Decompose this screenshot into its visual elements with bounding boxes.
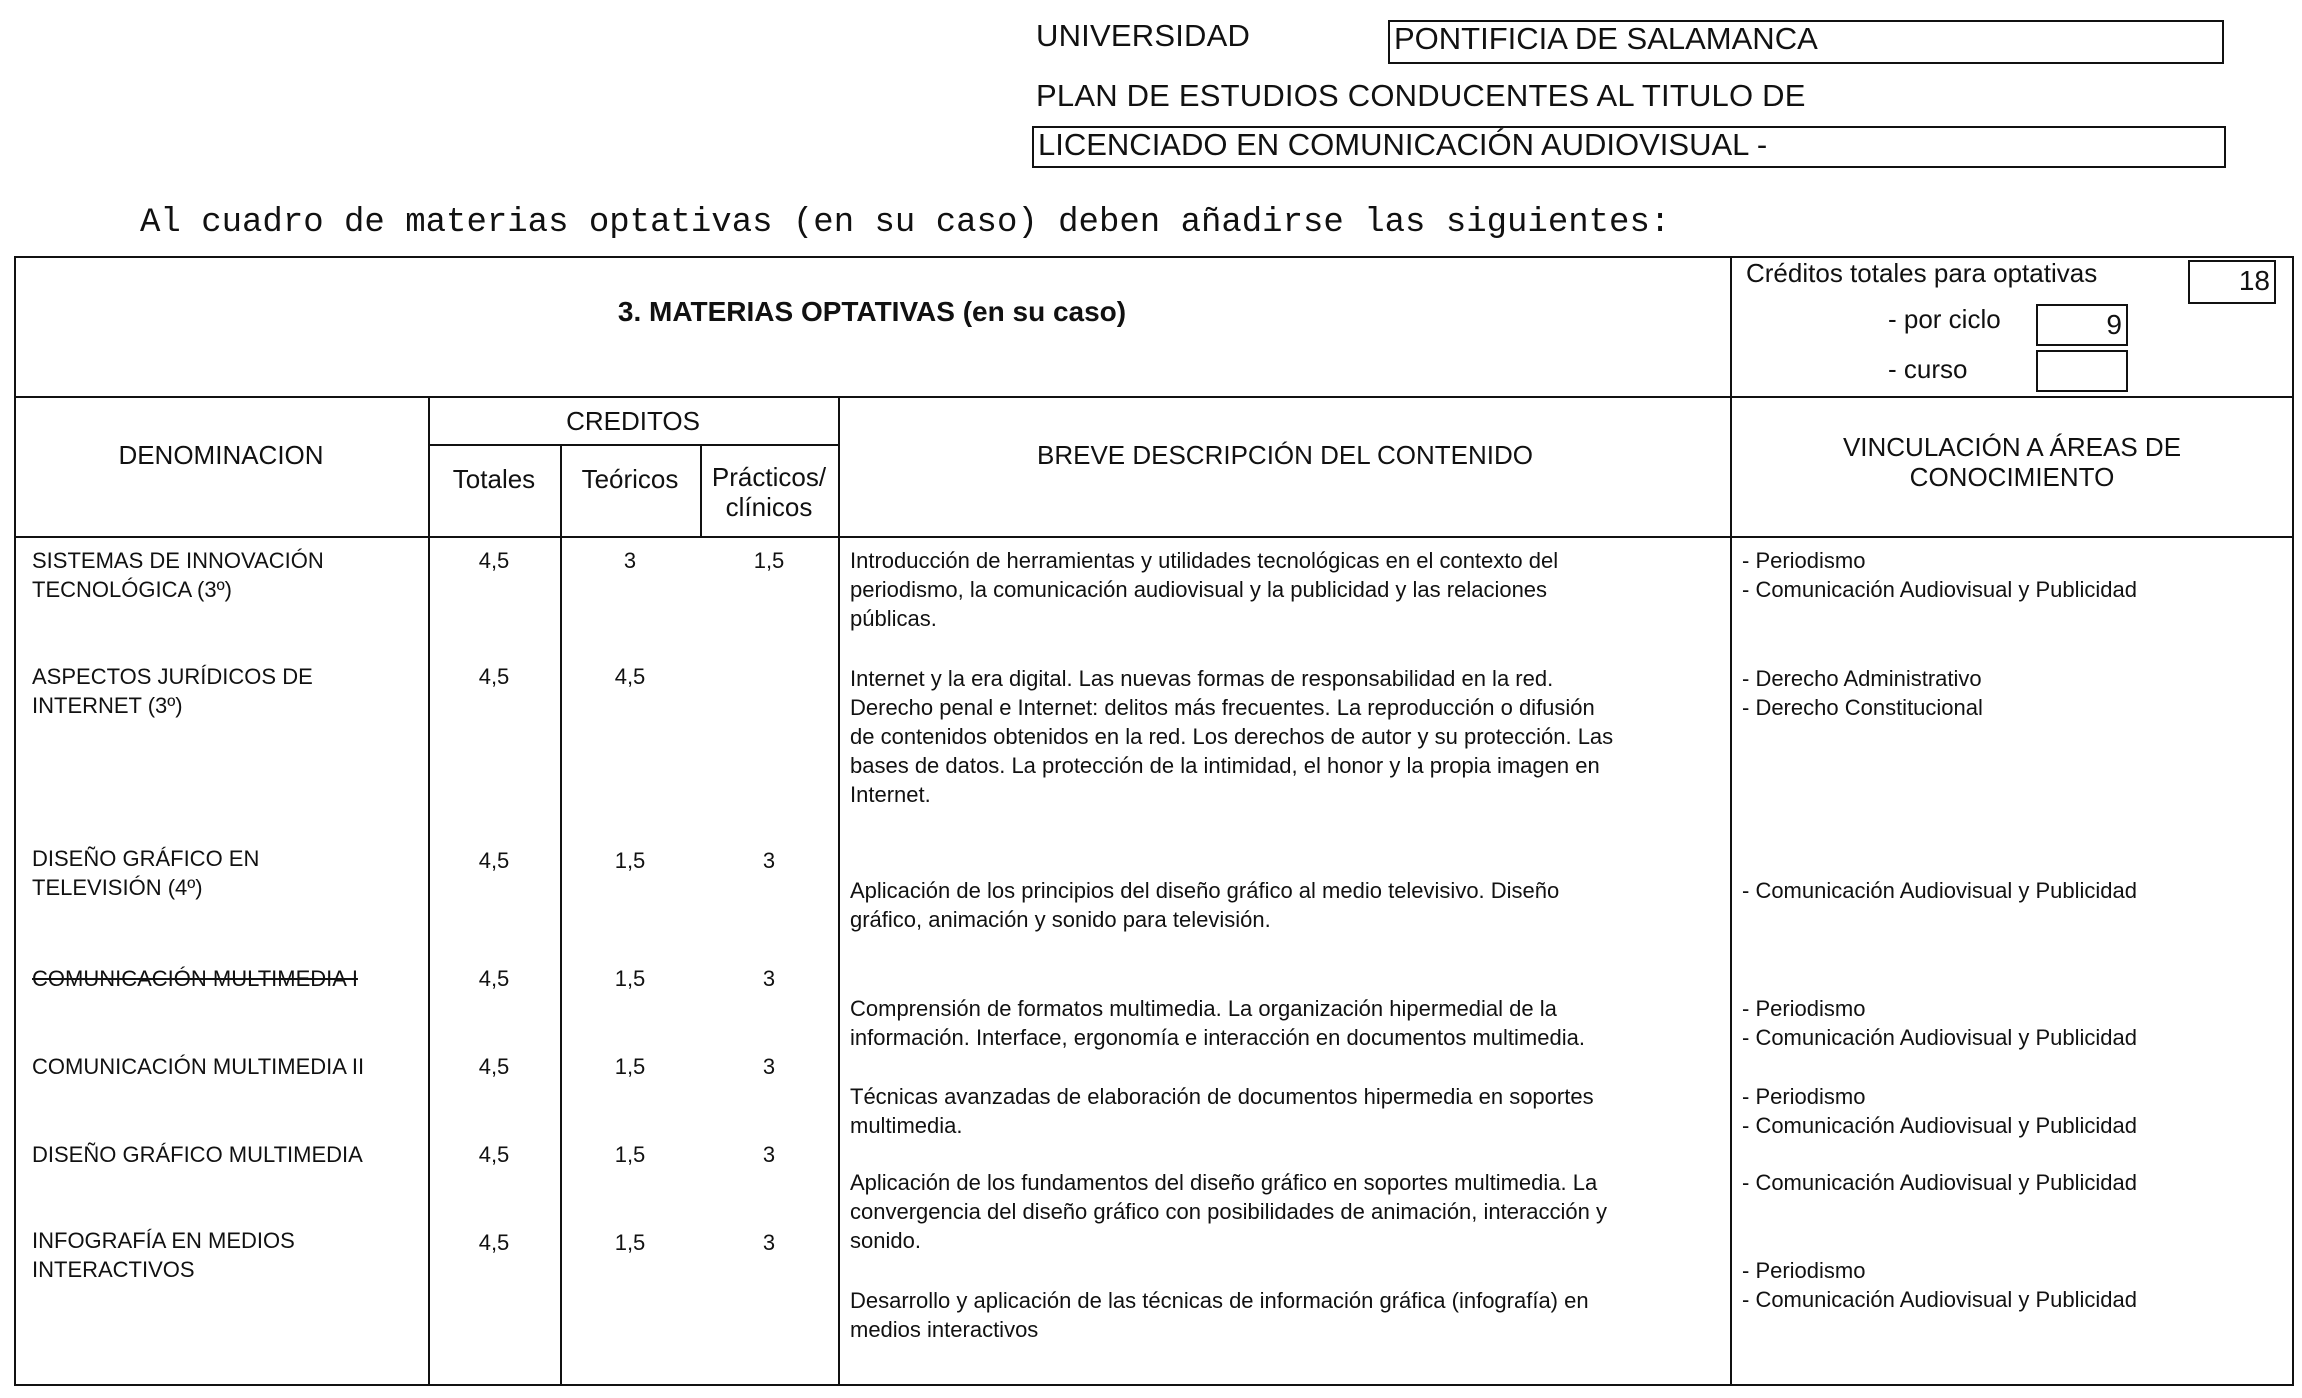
description-5 bbox=[850, 1082, 1720, 1140]
description-7 bbox=[850, 1286, 1720, 1344]
row-5-teoricos: 1,5 bbox=[614, 1054, 646, 1079]
row-3-name bbox=[32, 844, 259, 902]
row-3-totales: 4,5 bbox=[478, 848, 510, 873]
col-totales: Totales bbox=[452, 464, 536, 494]
area-item: - Comunicación Audiovisual y Publicidad bbox=[1742, 1113, 2137, 1138]
area-item: - Periodismo bbox=[1742, 548, 1866, 573]
row-3-name-line2: TELEVISIÓN (4º) bbox=[32, 875, 203, 900]
row-6-practicos: 3 bbox=[762, 1142, 776, 1167]
curso-label: - curso bbox=[1888, 354, 1968, 384]
row-4-totales: 4,5 bbox=[478, 966, 510, 991]
area-item: - Periodismo bbox=[1742, 1084, 1866, 1109]
row-4-practicos: 3 bbox=[762, 966, 776, 991]
row-1-name bbox=[32, 546, 324, 604]
description-7-line: Desarrollo y aplicación de las técnicas de información gráfica (infografía) en bbox=[850, 1288, 1589, 1313]
row-3-practicos: 3 bbox=[762, 848, 776, 873]
row-6-totales: 4,5 bbox=[478, 1142, 510, 1167]
row-1-teoricos: 3 bbox=[623, 548, 637, 573]
area-item: - Comunicación Audiovisual y Publicidad bbox=[1742, 1170, 2137, 1195]
area-item: - Comunicación Audiovisual y Publicidad bbox=[1742, 1287, 2137, 1312]
area-item: - Comunicación Audiovisual y Publicidad bbox=[1742, 878, 2137, 903]
row-4-name: COMUNICACIÓN MULTIMEDIA I bbox=[32, 966, 358, 991]
universidad-label: UNIVERSIDAD bbox=[1036, 18, 1251, 53]
row-2-teoricos: 4,5 bbox=[614, 664, 646, 689]
col-practicos-line1: Prácticos/ bbox=[711, 462, 827, 492]
description-2 bbox=[850, 664, 1720, 809]
description-2-line: Derecho penal e Internet: delitos más frecuentes. La reproducción o difusión bbox=[850, 695, 1595, 720]
description-2-line: Internet y la era digital. Las nuevas formas de responsabilidad en la red. bbox=[850, 666, 1554, 691]
row-1-practicos: 1,5 bbox=[753, 548, 785, 573]
description-2-line: bases de datos. La protección de la intimidad, el honor y la propia imagen en bbox=[850, 753, 1600, 778]
row-5-practicos: 3 bbox=[762, 1054, 776, 1079]
row-1-name-line1: SISTEMAS DE INNOVACIÓN bbox=[32, 548, 324, 573]
description-1-line: Introducción de herramientas y utilidades tecnológicas en el contexto del bbox=[850, 548, 1559, 573]
row-6-teoricos: 1,5 bbox=[614, 1142, 646, 1167]
areas-3 bbox=[1742, 876, 2137, 905]
curso-box bbox=[2036, 350, 2128, 392]
row-4-teoricos: 1,5 bbox=[614, 966, 646, 991]
description-1 bbox=[850, 546, 1720, 633]
description-5-line: Técnicas avanzadas de elaboración de documentos hipermedia en soportes bbox=[850, 1084, 1594, 1109]
row-7-practicos: 3 bbox=[762, 1230, 776, 1255]
col-descripcion: BREVE DESCRIPCIÓN DEL CONTENIDO bbox=[1036, 440, 1533, 470]
description-3-line: gráfico, animación y sonido para televisión. bbox=[850, 907, 1271, 932]
areas-6 bbox=[1742, 1168, 2137, 1197]
description-2-line: de contenidos obtenidos en la red. Los derechos de autor y su protección. Las bbox=[850, 724, 1614, 749]
areas-1 bbox=[1742, 546, 2137, 604]
col-denominacion: DENOMINACION bbox=[118, 440, 324, 470]
area-item: - Comunicación Audiovisual y Publicidad bbox=[1742, 1025, 2137, 1050]
description-7-line: medios interactivos bbox=[850, 1317, 1039, 1342]
row-7-totales: 4,5 bbox=[478, 1230, 510, 1255]
row-2-name-line2: INTERNET (3º) bbox=[32, 693, 183, 718]
areas-4 bbox=[1742, 994, 2137, 1052]
area-item: - Derecho Administrativo bbox=[1742, 666, 1982, 691]
col-vinculacion-line2: CONOCIMIENTO bbox=[1909, 462, 2115, 492]
area-item: - Derecho Constitucional bbox=[1742, 695, 1983, 720]
col-vinculacion-line1: VINCULACIÓN A ÁREAS DE bbox=[1842, 432, 2182, 462]
row-7-name-line1: INFOGRAFÍA EN MEDIOS bbox=[32, 1228, 295, 1253]
col-teoricos: Teóricos bbox=[581, 464, 679, 494]
col-creditos: CREDITOS bbox=[566, 406, 700, 436]
col-vinculacion bbox=[1732, 432, 2292, 492]
description-6 bbox=[850, 1168, 1720, 1255]
description-1-line: periodismo, la comunicación audiovisual y la publicidad y las relaciones bbox=[850, 577, 1548, 602]
description-3-line: Aplicación de los principios del diseño gráfico al medio televisivo. Diseño bbox=[850, 878, 1560, 903]
description-4-line: información. Interface, ergonomía e interacción en documentos multimedia. bbox=[850, 1025, 1585, 1050]
row-2-totales: 4,5 bbox=[478, 664, 510, 689]
creditos-totales-box: 18 bbox=[2188, 260, 2276, 304]
area-item: - Periodismo bbox=[1742, 1258, 1866, 1283]
row-7-teoricos: 1,5 bbox=[614, 1230, 646, 1255]
areas-2 bbox=[1742, 664, 1983, 722]
row-2-name bbox=[32, 662, 313, 720]
description-5-line: multimedia. bbox=[850, 1113, 963, 1138]
row-2-name-line1: ASPECTOS JURÍDICOS DE bbox=[32, 664, 313, 689]
col-practicos bbox=[700, 462, 838, 522]
description-6-line: sonido. bbox=[850, 1228, 921, 1253]
row-5-name: COMUNICACIÓN MULTIMEDIA II bbox=[32, 1054, 365, 1079]
area-item: - Comunicación Audiovisual y Publicidad bbox=[1742, 577, 2137, 602]
description-2-line: Internet. bbox=[850, 782, 931, 807]
areas-5 bbox=[1742, 1082, 2137, 1140]
row-1-name-line2: TECNOLÓGICA (3º) bbox=[32, 577, 232, 602]
creditos-totales-label: Créditos totales para optativas bbox=[1746, 258, 2098, 288]
plan-label: PLAN DE ESTUDIOS CONDUCENTES AL TITULO DE bbox=[1036, 78, 1806, 113]
description-1-line: públicas. bbox=[850, 606, 937, 631]
col-practicos-line2: clínicos bbox=[725, 492, 813, 522]
description-4-line: Comprensión de formatos multimedia. La organización hipermedial de la bbox=[850, 996, 1557, 1021]
description-3 bbox=[850, 876, 1720, 934]
row-6-name: DISEÑO GRÁFICO MULTIMEDIA bbox=[32, 1142, 363, 1167]
intro-text: Al cuadro de materias optativas (en su caso) deben añadirse las siguientes: bbox=[140, 204, 1671, 242]
row-7-name-line2: INTERACTIVOS bbox=[32, 1257, 195, 1282]
description-6-line: Aplicación de los fundamentos del diseño gráfico en soportes multimedia. La bbox=[850, 1170, 1598, 1195]
row-1-totales: 4,5 bbox=[478, 548, 510, 573]
description-4 bbox=[850, 994, 1720, 1052]
row-5-totales: 4,5 bbox=[478, 1054, 510, 1079]
row-3-name-line1: DISEÑO GRÁFICO EN bbox=[32, 846, 260, 871]
description-6-line: convergencia del diseño gráfico con posibilidades de animación, interacción y bbox=[850, 1199, 1608, 1224]
table-title: 3. MATERIAS OPTATIVAS (en su caso) bbox=[617, 296, 1127, 327]
por-ciclo-box: 9 bbox=[2036, 304, 2128, 346]
row-3-teoricos: 1,5 bbox=[614, 848, 646, 873]
row-7-name bbox=[32, 1226, 295, 1284]
area-item: - Periodismo bbox=[1742, 996, 1866, 1021]
areas-7 bbox=[1742, 1256, 2137, 1314]
por-ciclo-label: - por ciclo bbox=[1888, 304, 2001, 334]
universidad-field: PONTIFICIA DE SALAMANCA bbox=[1388, 20, 2224, 64]
titulo-field: LICENCIADO EN COMUNICACIÓN AUDIOVISUAL - bbox=[1032, 126, 2226, 168]
